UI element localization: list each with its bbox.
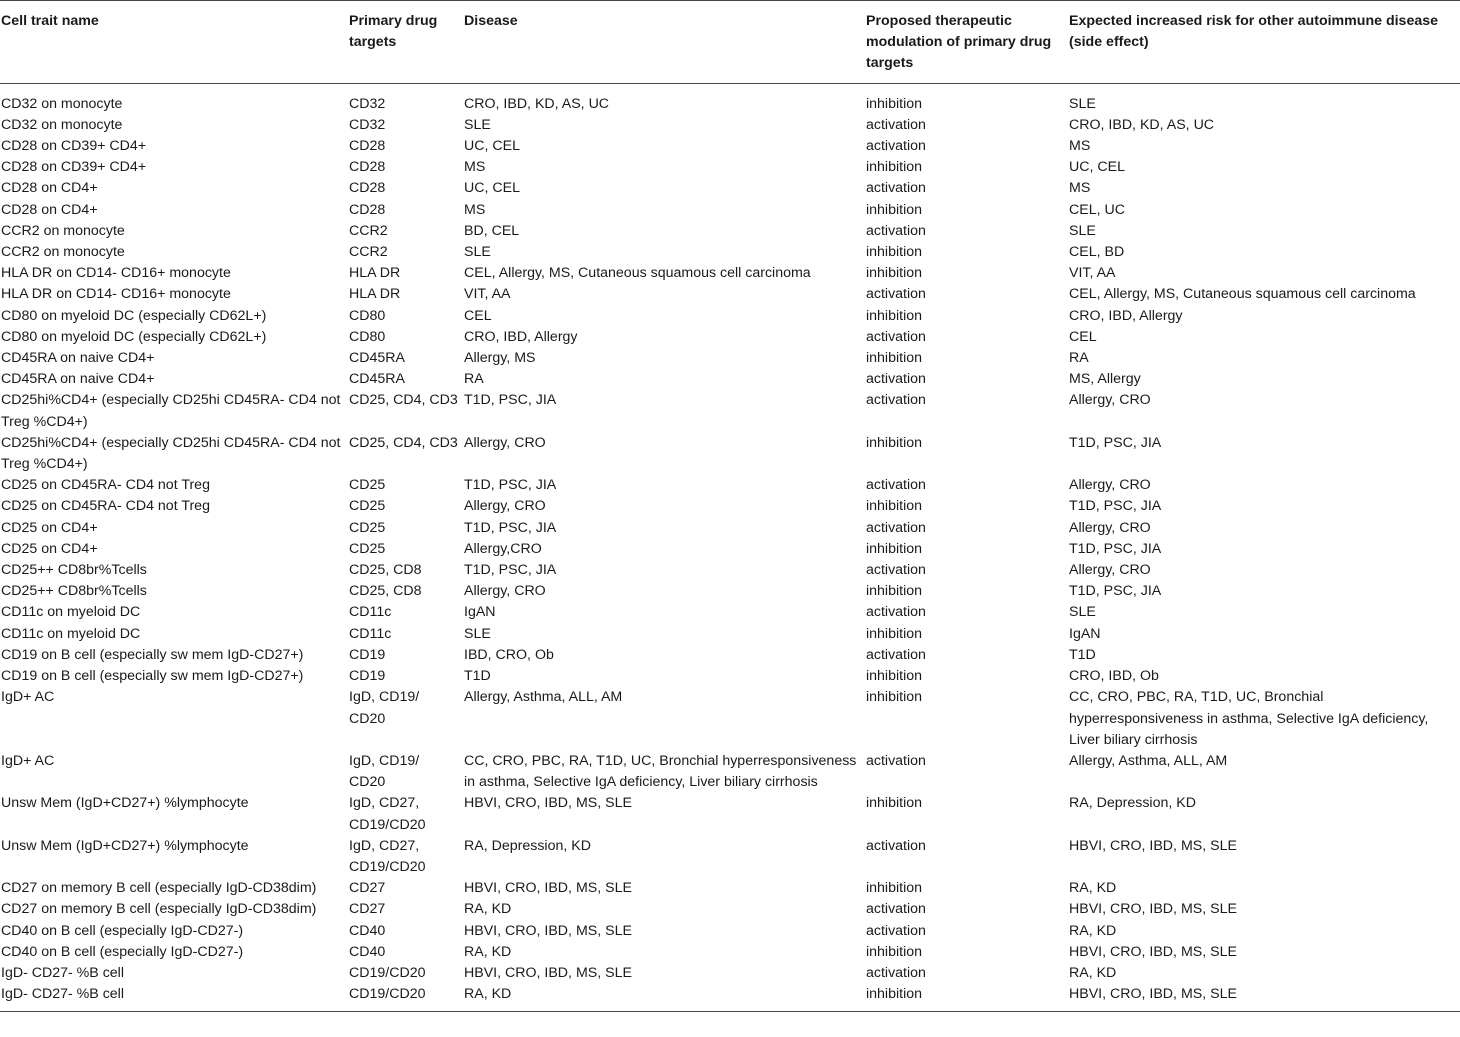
cell-cell-trait-name: CD28 on CD39+ CD4+ — [1, 138, 147, 155]
cell-expected-side-effect: MS — [1069, 180, 1091, 197]
cell-cell-trait-name: CD25++ CD8br%Tcells — [1, 562, 147, 579]
cell-expected-side-effect: CRO, IBD, Ob — [1069, 668, 1159, 685]
cell-disease: Allergy, CRO — [464, 434, 546, 451]
cell-cell-trait-name: IgD+ AC — [1, 689, 55, 706]
cell-proposed-modulation: inhibition — [866, 307, 923, 324]
cell-cell-trait-name: CD80 on myeloid DC (especially CD62L+) — [1, 328, 267, 345]
cell-primary-drug-targets: CD25, CD4, CD3 — [349, 392, 458, 409]
table-row — [0, 602, 1460, 623]
table-row — [0, 221, 1460, 242]
cell-expected-side-effect: HBVI, CRO, IBD, MS, SLE — [1069, 901, 1237, 918]
cell-disease: RA, KD — [463, 984, 865, 1012]
cell-proposed-modulation: inhibition — [866, 668, 923, 685]
table-row — [0, 751, 1460, 793]
table-row — [0, 496, 1460, 517]
cell-proposed-modulation: activation — [866, 477, 926, 494]
cell-expected-side-effect: RA, KD — [1069, 922, 1117, 939]
table-row — [0, 921, 1460, 942]
cell-cell-trait-name: CD25 on CD4+ — [1, 540, 98, 557]
table-row — [0, 836, 1460, 878]
cell-proposed-modulation: activation — [866, 562, 926, 579]
cell-expected-side-effect: T1D, PSC, JIA — [1069, 434, 1162, 451]
cell-primary-drug-targets: CD19/CD20 — [349, 964, 426, 981]
table-row — [0, 263, 1460, 284]
cell-proposed-modulation: inhibition — [866, 201, 923, 218]
cell-disease: HBVI, CRO, IBD, MS, SLE — [464, 795, 632, 812]
cell-proposed-modulation: inhibition — [866, 795, 923, 812]
table-row — [0, 687, 1460, 751]
cell-disease: IBD, CRO, Ob — [464, 646, 554, 663]
cell-cell-trait-name: CD25hi%CD4+ (especially CD25hi CD45RA- CD4 not Treg %CD4+) — [1, 434, 341, 473]
cell-expected-side-effect: SLE — [1069, 604, 1096, 621]
cell-expected-side-effect: HBVI, CRO, IBD, MS, SLE — [1068, 984, 1460, 1012]
cell-cell-trait-name: CD28 on CD39+ CD4+ — [1, 159, 147, 176]
cell-cell-trait-name: CD28 on CD4+ — [1, 201, 98, 218]
cell-disease: SLE — [464, 625, 491, 642]
cell-primary-drug-targets: CD25 — [349, 540, 386, 557]
cell-disease: RA, KD — [464, 901, 512, 918]
cell-expected-side-effect: HBVI, CRO, IBD, MS, SLE — [1069, 943, 1237, 960]
cell-primary-drug-targets: CD28 — [349, 138, 386, 155]
cell-proposed-modulation: activation — [866, 392, 926, 409]
cell-primary-drug-targets: CD28 — [349, 180, 386, 197]
cell-primary-drug-targets: CD32 — [349, 95, 386, 112]
cell-cell-trait-name: CD25 on CD45RA- CD4 not Treg — [1, 477, 210, 494]
table-row — [0, 242, 1460, 263]
cell-primary-drug-targets: CD45RA — [349, 371, 405, 388]
cell-proposed-modulation: activation — [866, 901, 926, 918]
cell-cell-trait-name: IgD- CD27- %B cell — [1, 964, 124, 981]
cell-cell-trait-name: CD45RA on naive CD4+ — [1, 371, 155, 388]
cell-disease: Allergy, MS — [464, 350, 536, 367]
cell-cell-trait-name: CD25 on CD45RA- CD4 not Treg — [1, 498, 210, 515]
cell-expected-side-effect: Allergy, CRO — [1069, 392, 1151, 409]
cell-primary-drug-targets: CD25, CD8 — [349, 562, 422, 579]
cell-cell-trait-name: CD28 on CD4+ — [1, 180, 98, 197]
cell-expected-side-effect: CEL, BD — [1069, 244, 1125, 261]
cell-proposed-modulation: inhibition — [866, 159, 923, 176]
cell-expected-side-effect: RA, KD — [1069, 880, 1117, 897]
cell-expected-side-effect: T1D, PSC, JIA — [1069, 540, 1162, 557]
table-row — [0, 157, 1460, 178]
cell-primary-drug-targets: CD80 — [349, 328, 386, 345]
cell-primary-drug-targets: CD27 — [349, 880, 386, 897]
table-row — [0, 984, 1460, 1012]
cell-proposed-modulation: activation — [866, 519, 926, 536]
cell-cell-trait-name: CD11c on myeloid DC — [1, 604, 141, 621]
cell-disease: RA — [464, 371, 484, 388]
cell-primary-drug-targets: CD28 — [349, 201, 386, 218]
header-primary-drug-targets: Primary drug targets — [348, 1, 463, 84]
cell-cell-trait-name: CD40 on B cell (especially IgD-CD27-) — [1, 922, 244, 939]
cell-primary-drug-targets: CD25 — [349, 498, 386, 515]
cell-cell-trait-name: HLA DR on CD14- CD16+ monocyte — [1, 265, 231, 282]
header-row — [0, 1, 1460, 84]
cell-cell-trait-name: CD11c on myeloid DC — [1, 625, 141, 642]
cell-disease: UC, CEL — [464, 138, 520, 155]
cell-cell-trait-name: CCR2 on monocyte — [1, 222, 125, 239]
cell-proposed-modulation: activation — [866, 371, 926, 388]
cell-cell-trait-name: Unsw Mem (IgD+CD27+) %lymphocyte — [1, 795, 249, 812]
cell-cell-trait-name: CD32 on monocyte — [1, 116, 123, 133]
cell-expected-side-effect: CEL, UC — [1069, 201, 1125, 218]
cell-cell-trait-name: CD45RA on naive CD4+ — [1, 350, 155, 367]
cell-expected-side-effect: MS, Allergy — [1069, 371, 1141, 388]
cell-proposed-modulation: activation — [866, 964, 926, 981]
cell-cell-trait-name: CD25 on CD4+ — [1, 519, 98, 536]
cell-expected-side-effect: Allergy, CRO — [1069, 477, 1151, 494]
cell-proposed-modulation: inhibition — [866, 265, 923, 282]
cell-expected-side-effect: IgAN — [1069, 625, 1101, 642]
table-row — [0, 518, 1460, 539]
cell-disease: Allergy, Asthma, ALL, AM — [464, 689, 623, 706]
cell-proposed-modulation: activation — [866, 328, 926, 345]
cell-disease: Allergy, CRO — [464, 498, 546, 515]
cell-expected-side-effect: T1D, PSC, JIA — [1069, 583, 1162, 600]
cell-primary-drug-targets: CD19 — [349, 668, 386, 685]
table-row — [0, 306, 1460, 327]
cell-proposed-modulation: inhibition — [866, 498, 923, 515]
cell-disease: T1D, PSC, JIA — [464, 392, 557, 409]
cell-proposed-modulation: activation — [866, 222, 926, 239]
cell-primary-drug-targets: CD19/CD20 — [348, 984, 463, 1012]
cell-primary-drug-targets: HLA DR — [349, 286, 401, 303]
cell-disease: BD, CEL — [464, 222, 520, 239]
cell-expected-side-effect: CC, CRO, PBC, RA, T1D, UC, Bronchial hyperresponsiveness in asthma, Selective IgA deficiency, Liver biliary cirrhosis — [1069, 689, 1429, 748]
cell-cell-trait-name: CD19 on B cell (especially sw mem IgD-CD27+) — [1, 668, 304, 685]
cell-cell-trait-name: CD19 on B cell (especially sw mem IgD-CD27+) — [1, 646, 304, 663]
cell-expected-side-effect: CRO, IBD, KD, AS, UC — [1069, 116, 1215, 133]
cell-expected-side-effect: SLE — [1069, 222, 1096, 239]
cell-primary-drug-targets: IgD, CD27, CD19/CD20 — [349, 795, 426, 833]
table-row — [0, 136, 1460, 157]
cell-primary-drug-targets: CD25 — [349, 519, 386, 536]
table-row — [0, 942, 1460, 963]
table-row — [0, 433, 1460, 475]
cell-disease: HBVI, CRO, IBD, MS, SLE — [464, 922, 632, 939]
cell-cell-trait-name: CCR2 on monocyte — [1, 244, 125, 261]
cell-expected-side-effect: CEL, Allergy, MS, Cutaneous squamous cell carcinoma — [1069, 286, 1416, 303]
table-body — [0, 83, 1460, 1012]
cell-cell-trait-name: CD25hi%CD4+ (especially CD25hi CD45RA- CD4 not Treg %CD4+) — [1, 392, 341, 430]
table-row — [0, 645, 1460, 666]
table-row — [0, 624, 1460, 645]
cell-primary-drug-targets: CD45RA — [349, 350, 405, 367]
cell-expected-side-effect: CEL — [1069, 328, 1097, 345]
cell-proposed-modulation: inhibition — [866, 434, 923, 451]
table-row — [0, 899, 1460, 920]
cell-expected-side-effect: Allergy, CRO — [1069, 562, 1151, 579]
table-row — [0, 666, 1460, 687]
cell-expected-side-effect: VIT, AA — [1069, 265, 1116, 282]
cell-primary-drug-targets: CD27 — [349, 901, 386, 918]
cell-cell-trait-name: Unsw Mem (IgD+CD27+) %lymphocyte — [1, 837, 249, 854]
cell-primary-drug-targets: CD25, CD8 — [349, 583, 422, 600]
cell-proposed-modulation: inhibition — [866, 244, 923, 261]
cell-expected-side-effect: HBVI, CRO, IBD, MS, SLE — [1069, 837, 1237, 854]
cell-cell-trait-name: CD80 on myeloid DC (especially CD62L+) — [1, 307, 267, 324]
cell-disease: T1D, PSC, JIA — [464, 562, 557, 579]
table-row — [0, 115, 1460, 136]
table-row — [0, 390, 1460, 432]
cell-primary-drug-targets: IgD, CD19/ CD20 — [349, 752, 420, 791]
cell-disease: CC, CRO, PBC, RA, T1D, UC, Bronchial hyperresponsiveness in asthma, Selective IgA deficiency, Liver biliary cirrhosis — [464, 752, 857, 791]
table-row — [0, 878, 1460, 899]
cell-primary-drug-targets: CD11c — [349, 604, 392, 621]
cell-proposed-modulation: activation — [866, 180, 926, 197]
table-row — [0, 284, 1460, 305]
header-disease: Disease — [463, 1, 865, 84]
cell-proposed-modulation: activation — [866, 286, 926, 303]
table-row — [0, 560, 1460, 581]
cell-primary-drug-targets: CCR2 — [349, 244, 388, 261]
header-expected-side-effect: Expected increased risk for other autoimmune disease (side effect) — [1068, 1, 1460, 84]
cell-proposed-modulation: activation — [866, 646, 926, 663]
cell-proposed-modulation: inhibition — [866, 880, 923, 897]
cell-cell-trait-name: CD27 on memory B cell (especially IgD-CD38dim) — [1, 901, 317, 918]
cell-disease: VIT, AA — [464, 286, 511, 303]
header-cell-trait-name: Cell trait name — [0, 1, 348, 84]
table-header — [0, 1, 1460, 84]
cell-disease: CRO, IBD, KD, AS, UC — [464, 95, 610, 112]
cell-disease: SLE — [464, 244, 491, 261]
cell-expected-side-effect: UC, CEL — [1069, 159, 1125, 176]
cell-proposed-modulation: inhibition — [866, 625, 923, 642]
cell-disease: T1D — [464, 668, 491, 685]
cell-primary-drug-targets: CD11c — [349, 625, 392, 642]
table-row — [0, 369, 1460, 390]
cell-primary-drug-targets: IgD, CD19/ CD20 — [349, 689, 420, 727]
cell-disease: CRO, IBD, Allergy — [464, 328, 578, 345]
cell-disease: HBVI, CRO, IBD, MS, SLE — [464, 964, 632, 981]
cell-disease: T1D, PSC, JIA — [464, 477, 557, 494]
cell-cell-trait-name: HLA DR on CD14- CD16+ monocyte — [1, 286, 231, 303]
table-row — [0, 83, 1460, 115]
cell-cell-trait-name: CD27 on memory B cell (especially IgD-CD38dim) — [1, 880, 317, 897]
cell-disease: RA, KD — [464, 943, 512, 960]
table-row — [0, 963, 1460, 984]
cell-proposed-modulation: activation — [866, 752, 926, 769]
table-row — [0, 539, 1460, 560]
cell-proposed-modulation: inhibition — [866, 689, 923, 706]
cell-primary-drug-targets: CD19 — [349, 646, 386, 663]
cell-primary-drug-targets: CD28 — [349, 159, 386, 176]
cell-proposed-modulation: inhibition — [866, 350, 923, 367]
table-row — [0, 200, 1460, 221]
cell-expected-side-effect: Allergy, CRO — [1069, 519, 1151, 536]
cell-primary-drug-targets: CCR2 — [349, 222, 388, 239]
cell-primary-drug-targets: IgD, CD27, CD19/CD20 — [349, 837, 426, 875]
cell-cell-trait-name: CD40 on B cell (especially IgD-CD27-) — [1, 943, 244, 960]
cell-proposed-modulation: inhibition — [866, 583, 923, 600]
cell-expected-side-effect: SLE — [1069, 95, 1096, 112]
cell-primary-drug-targets: CD80 — [349, 307, 386, 324]
cell-expected-side-effect: T1D, PSC, JIA — [1069, 498, 1162, 515]
cell-disease: CEL, Allergy, MS, Cutaneous squamous cell carcinoma — [464, 265, 811, 282]
cell-disease: SLE — [464, 116, 491, 133]
cell-expected-side-effect: CRO, IBD, Allergy — [1069, 307, 1183, 324]
cell-proposed-modulation: activation — [866, 604, 926, 621]
table-row — [0, 348, 1460, 369]
cell-primary-drug-targets: CD25 — [349, 477, 386, 494]
table-row — [0, 178, 1460, 199]
cell-disease: Allergy,CRO — [464, 540, 542, 557]
cell-cell-trait-name: CD32 on monocyte — [1, 95, 123, 112]
cell-cell-trait-name: CD25++ CD8br%Tcells — [1, 583, 147, 600]
table-row — [0, 327, 1460, 348]
cell-expected-side-effect: Allergy, Asthma, ALL, AM — [1069, 752, 1228, 769]
cell-proposed-modulation: activation — [866, 837, 926, 854]
table-row — [0, 793, 1460, 835]
cell-disease: RA, Depression, KD — [464, 837, 591, 854]
cell-primary-drug-targets: CD40 — [349, 943, 386, 960]
cell-primary-drug-targets: CD25, CD4, CD3 — [349, 434, 458, 451]
cell-proposed-modulation: activation — [866, 116, 926, 133]
cell-disease: CEL — [464, 307, 492, 324]
cell-primary-drug-targets: CD40 — [349, 922, 386, 939]
cell-proposed-modulation: inhibition — [866, 95, 923, 112]
cell-primary-drug-targets: HLA DR — [349, 265, 401, 282]
cell-expected-side-effect: MS — [1069, 138, 1091, 155]
header-proposed-modulation: Proposed therapeutic modulation of primary drug targets — [865, 1, 1068, 84]
cell-disease: IgAN — [464, 604, 496, 621]
cell-expected-side-effect: T1D — [1069, 646, 1096, 663]
cell-disease: UC, CEL — [464, 180, 520, 197]
cell-disease: Allergy, CRO — [464, 583, 546, 600]
cell-expected-side-effect: RA, KD — [1069, 964, 1117, 981]
cell-proposed-modulation: inhibition — [865, 984, 1068, 1012]
cell-disease: T1D, PSC, JIA — [464, 519, 557, 536]
cell-disease: MS — [464, 201, 486, 218]
cell-disease: MS — [464, 159, 486, 176]
cell-proposed-modulation: activation — [866, 922, 926, 939]
table-row — [0, 581, 1460, 602]
cell-proposed-modulation: activation — [866, 138, 926, 155]
cell-proposed-modulation: inhibition — [866, 540, 923, 557]
cell-disease: HBVI, CRO, IBD, MS, SLE — [464, 880, 632, 897]
cell-proposed-modulation: inhibition — [866, 943, 923, 960]
cell-cell-trait-name: IgD+ AC — [1, 752, 55, 769]
cell-primary-drug-targets: CD32 — [349, 116, 386, 133]
cell-cell-trait-name: IgD- CD27- %B cell — [0, 984, 348, 1012]
cell-expected-side-effect: RA, Depression, KD — [1069, 795, 1196, 812]
cell-expected-side-effect: RA — [1069, 350, 1089, 367]
table-row — [0, 475, 1460, 496]
